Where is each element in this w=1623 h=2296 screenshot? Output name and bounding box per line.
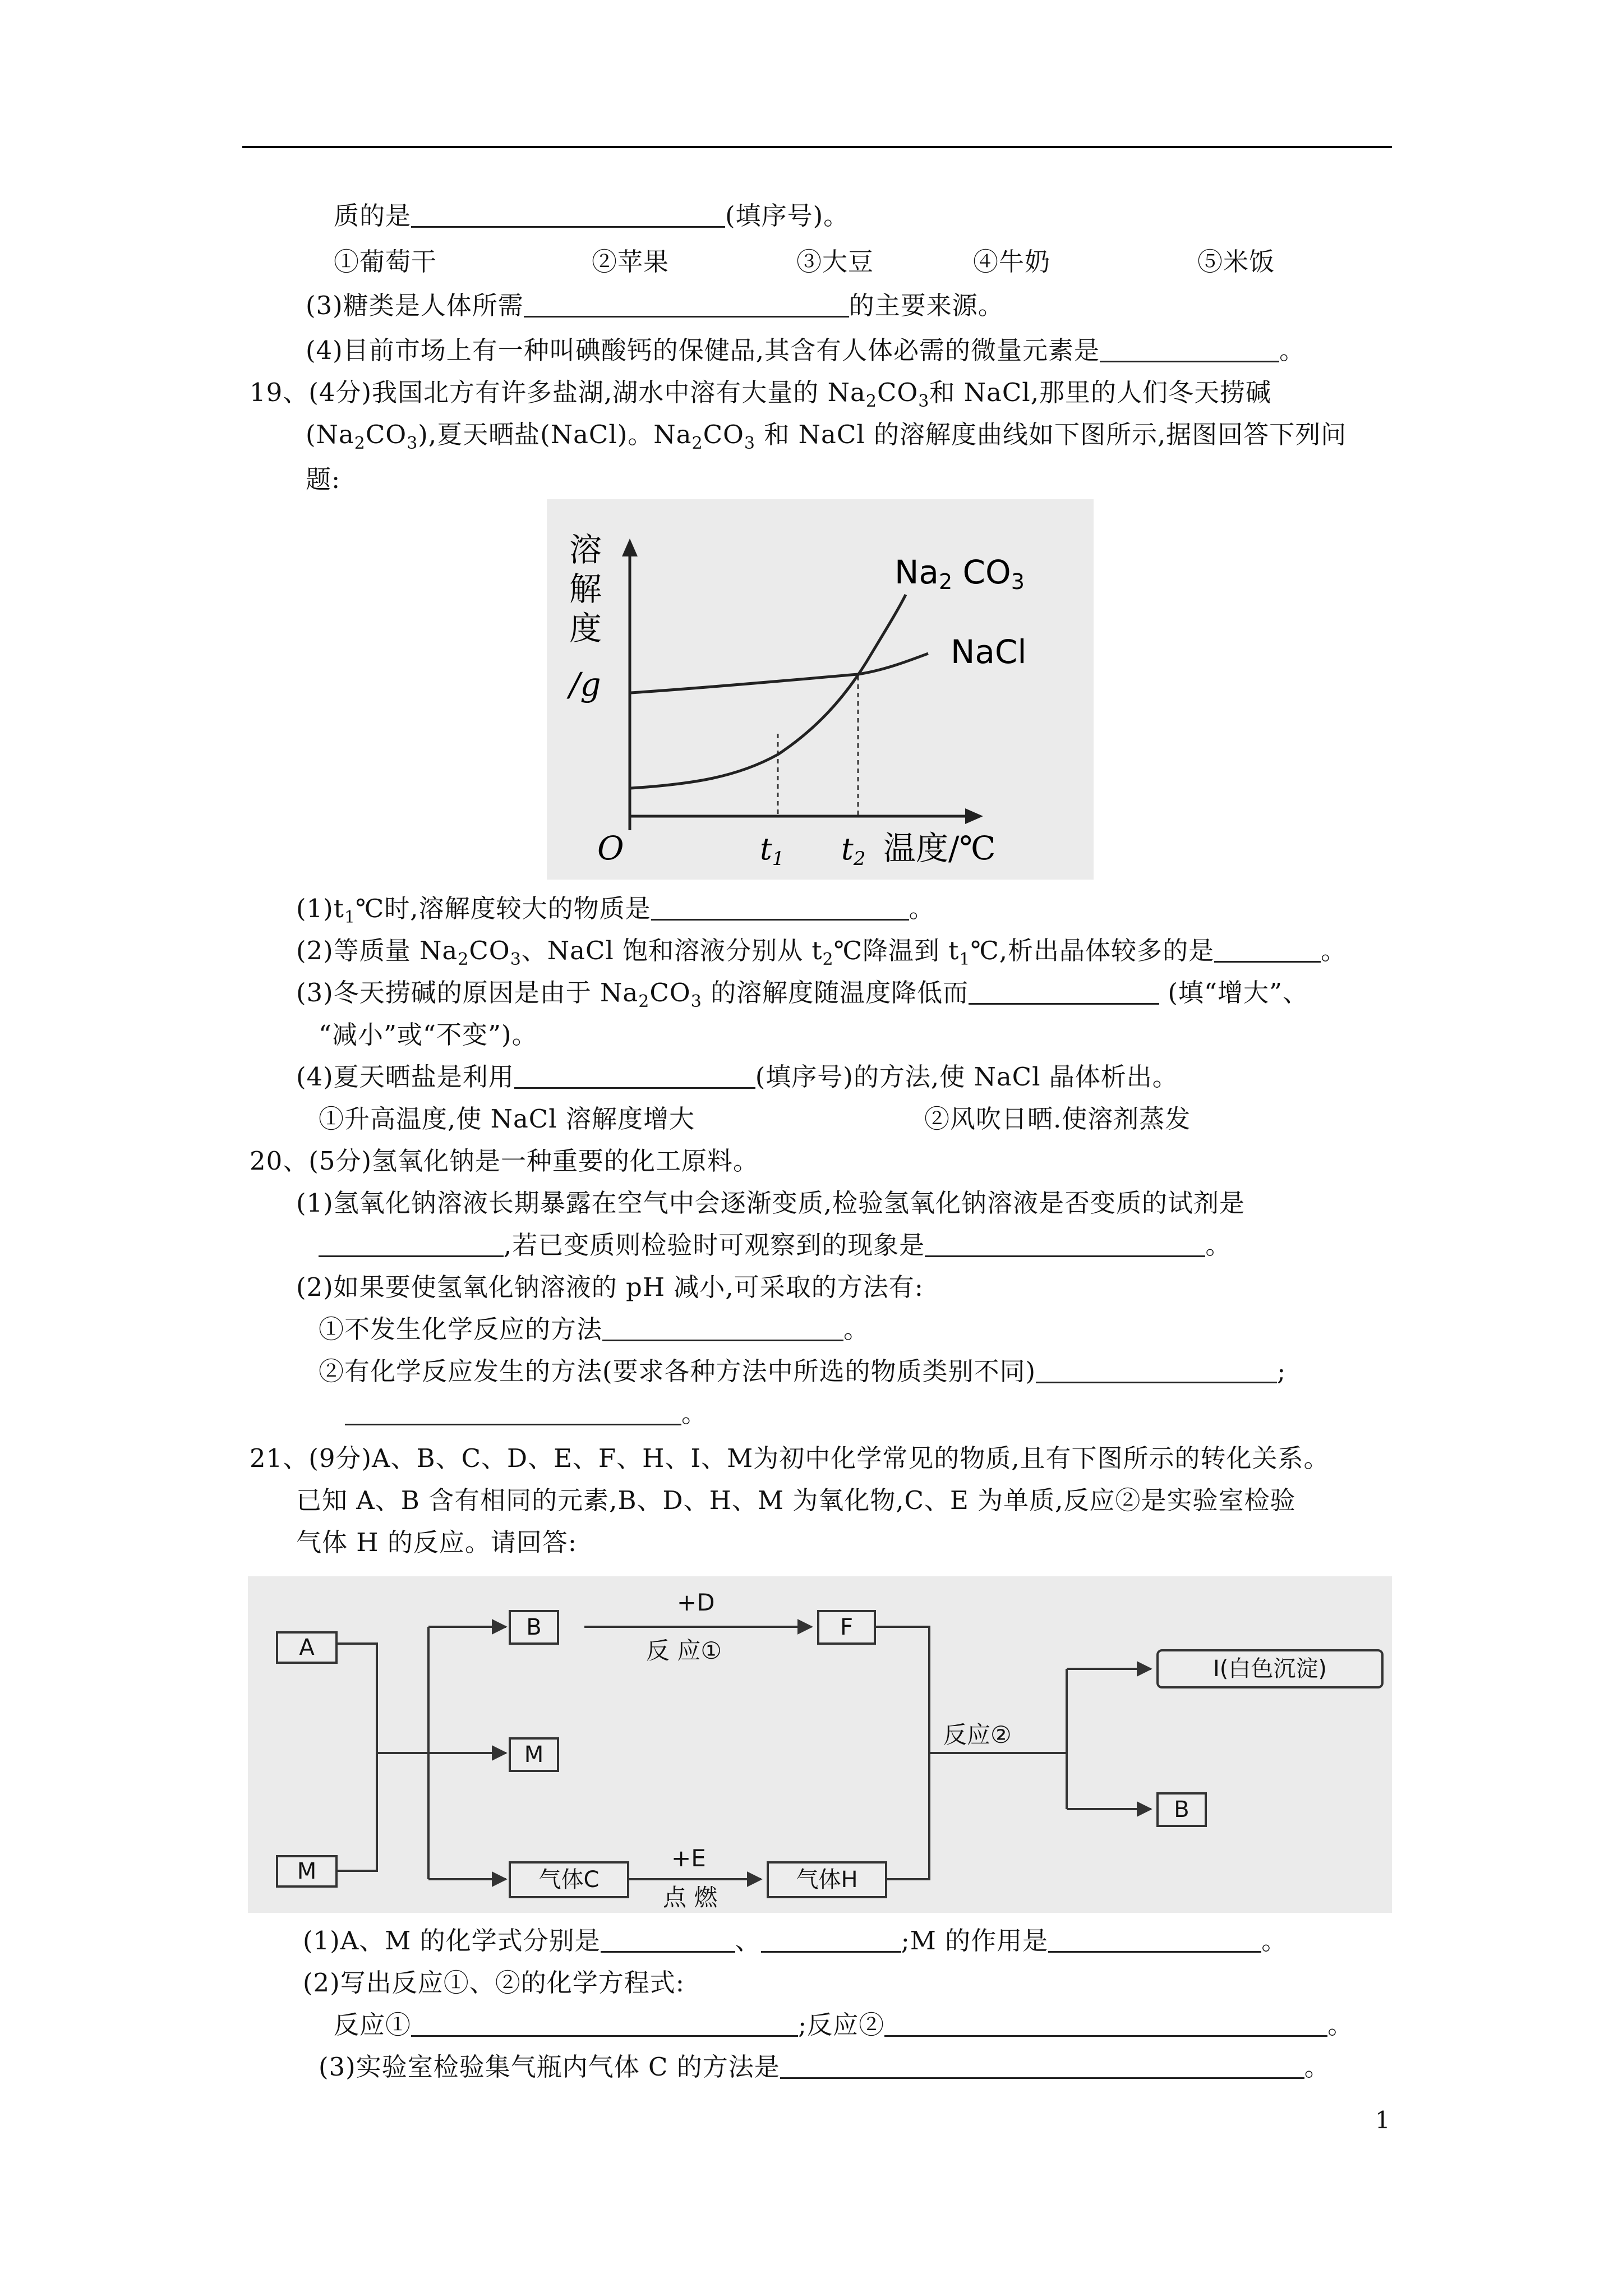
node-b: B [509, 1610, 559, 1645]
q21-s1: (1)A、M 的化学式分别是 、 ;M 的作用是 。 [303, 1926, 1288, 1955]
q21-line3: 气体 H 的反应。请回答: [296, 1527, 578, 1557]
origin-label: O [597, 829, 624, 867]
node-f: F [817, 1610, 876, 1645]
label-reaction-1: 反 应① [646, 1637, 722, 1664]
ylabel-char-2: 解 [569, 570, 602, 608]
node-m-input: M [276, 1855, 338, 1888]
q19-s1: $(1)t_1℃$时,溶解度较大的物质是 。 [296, 894, 935, 927]
q21-s2: (2)写出反应①、②的化学方程式: [303, 1968, 685, 1998]
conversion-diagram [248, 1576, 1392, 1913]
q21-line2: 已知 A、B 含有相同的元素,B、D、H、M 为氧化物,C、E 为单质,反应②是实验室检验 [296, 1485, 1296, 1515]
label-ignite: 点 燃 [663, 1884, 718, 1911]
ylabel-unit: /g [569, 665, 601, 703]
q19-line3: 题: [306, 464, 341, 494]
q21-s2-eqs: 反应① ;反应② 。 [334, 2010, 1354, 2040]
q20-line2: (1)氢氧化钠溶液长期暴露在空气中会逐渐变质,检验氢氧化钠溶液是否变质的试剂是 [296, 1188, 1246, 1218]
nacl-curve [631, 654, 928, 693]
node-gas-c: 气体C [509, 1861, 629, 1898]
ylabel-char-1: 溶 [569, 531, 602, 569]
q18-line1: 质的是 (填序号)。 [334, 201, 850, 231]
q19-s2: (2)等质量 $Na_2CO_3$、NaCl 饱和溶液分别从 $t_2℃$降温到 $t_1℃$,析出晶体较多的是 。 [296, 936, 1347, 969]
x-axis-arrow [965, 808, 983, 824]
q19-s4: (4)夏天晒盐是利用 (填序号)的方法,使 NaCl 晶体析出。 [296, 1062, 1178, 1092]
header-rule [242, 146, 1392, 148]
q21-s3: (3)实验室检验集气瓶内气体 C 的方法是 。 [319, 2052, 1330, 2082]
label-plus-d: +D [677, 1589, 715, 1616]
q20-line7: 。 [345, 1397, 707, 1430]
node-m-output: M [509, 1737, 559, 1772]
q19-s3: (3)冬天捞碱的原因是由于 $Na_2CO_3$ 的溶解度随温度降低而 (填“增大”、 [296, 978, 1308, 1011]
na2co3-curve [631, 595, 906, 788]
q18-line3: (3)糖类是人体所需 的主要来源。 [306, 291, 1004, 320]
nacl-label: NaCl [951, 633, 1027, 671]
q19-line2: $(Na_2CO_3)$,夏天晒盐(NaCl)。$Na_2CO_3$ 和 NaCl 的溶解度曲线如下图所示,据图回答下列问 [306, 420, 1347, 453]
y-axis-arrow [622, 539, 638, 556]
node-b-output: B [1156, 1792, 1207, 1827]
label-reaction-2: 反应② [943, 1721, 1012, 1749]
ylabel-char-3: 度 [569, 609, 602, 647]
q21-line1: 21、(9分)A、B、C、D、E、F、H、I、M为初中化学常见的物质,且有下图所示的转化关系。 [250, 1443, 1330, 1473]
q20-line3: ,若已变质则检验时可观察到的现象是 。 [319, 1228, 1231, 1262]
q18-line4: (4)目前市场上有一种叫碘酸钙的保健品,其含有人体必需的微量元素是 。 [306, 335, 1306, 365]
q20-line4: (2)如果要使氢氧化钠溶液的 pH 减小,可采取的方法有: [296, 1272, 924, 1302]
q20-line5: ①不发生化学反应的方法 。 [319, 1314, 870, 1344]
node-gas-h: 气体H [767, 1861, 887, 1898]
q19-line1: 19、(4分)我国北方有许多盐湖,湖水中溶有大量的 $Na_2CO_3$和 NaCl,那里的人们冬天捞碱 [250, 378, 1271, 411]
solubility-chart-svg [547, 499, 1094, 880]
label-plus-e: +E [671, 1844, 706, 1872]
q20-line6: ②有化学反应发生的方法(要求各种方法中所选的物质类别不同) ; [319, 1356, 1287, 1386]
page-number: 1 [1375, 2106, 1390, 2134]
node-a: A [276, 1631, 338, 1664]
q19-s3-cont: “减小”或“不变”)。 [319, 1020, 538, 1050]
t1-label: t1 [760, 831, 785, 870]
t2-label: t2 [841, 831, 866, 870]
solubility-chart [547, 499, 1094, 880]
na2co3-label: Na2 CO3 [895, 553, 1025, 594]
q20-line1: 20、(5分)氢氧化钠是一种重要的化工原料。 [250, 1146, 759, 1176]
node-i-precipitate: I(白色沉淀) [1156, 1649, 1384, 1688]
xlabel: 温度/℃ [883, 829, 996, 867]
